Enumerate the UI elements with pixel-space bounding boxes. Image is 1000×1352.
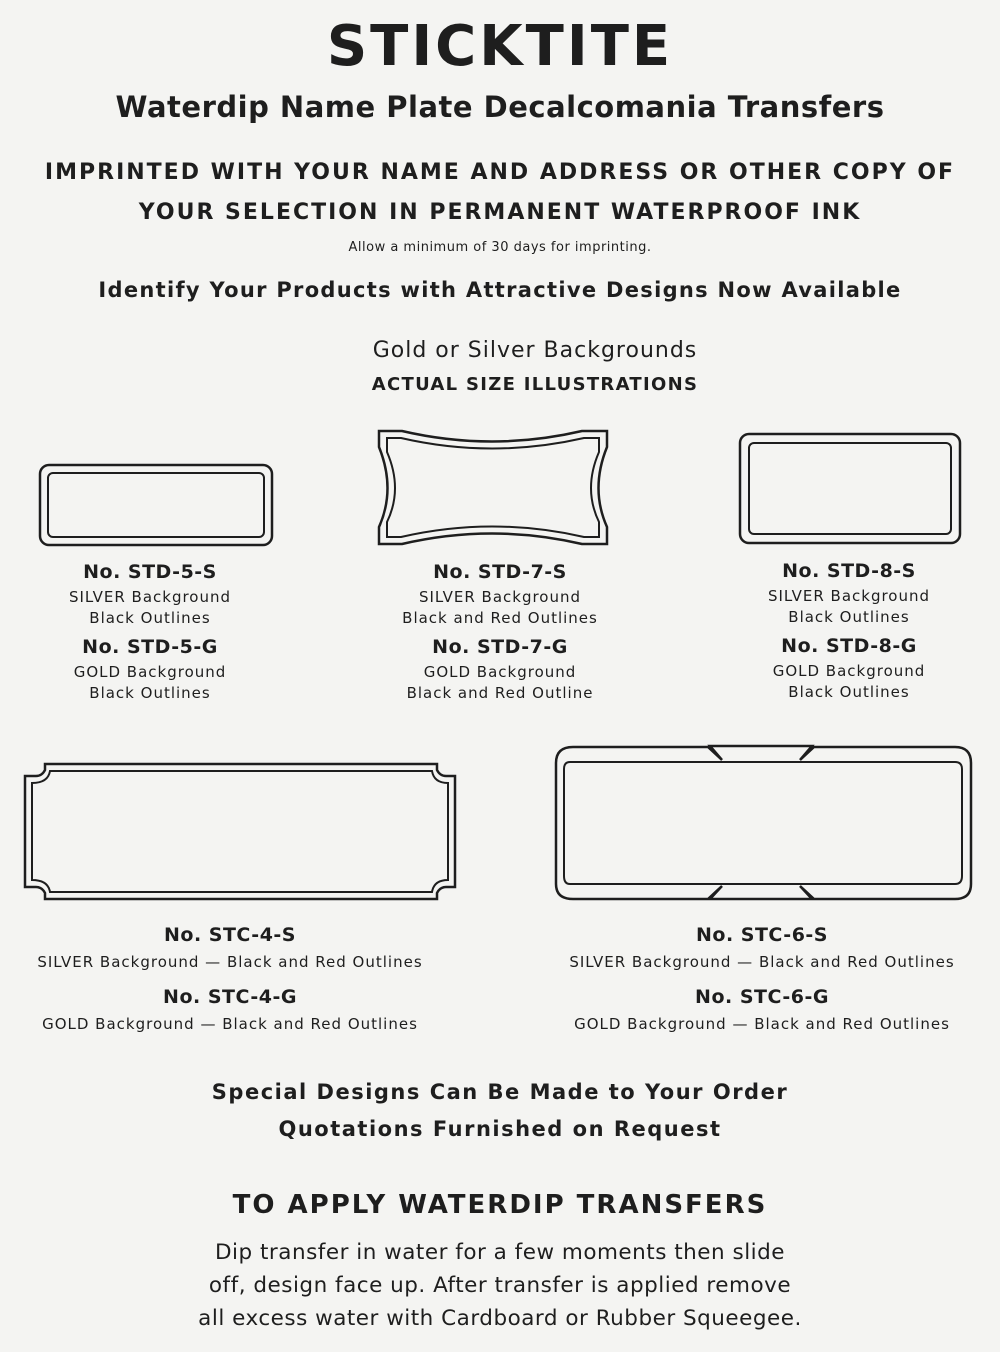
plate-std-8-outline [740,434,960,543]
product-number-gold: No. STD-5-G [82,636,218,658]
product-desc: GOLD Background [772,662,926,680]
product-number-silver: No. STD-7-S [433,561,567,583]
allow-note: Allow a minimum of 30 days for imprinting. [348,240,652,255]
instruction-line: off, design face up. After transfer is applied remove [208,1273,792,1298]
product-number-silver: No. STD-8-S [782,560,916,582]
special-designs-line: Special Designs Can Be Made to Your Order [211,1080,789,1104]
product-desc: SILVER Background [68,588,232,606]
product-desc: SILVER Background — Black and Red Outlines [37,953,423,971]
product-desc: Black and Red Outline [406,684,594,702]
product-desc: GOLD Background [73,663,227,681]
product-number-gold: No. STD-7-G [432,636,568,658]
design-stc-6-labels [552,924,972,1035]
design-std-7-labels [370,561,630,704]
design-stc-4-labels [20,924,440,1035]
backgrounds-line: Gold or Silver Backgrounds [372,338,698,363]
product-desc: GOLD Background [423,663,577,681]
product-desc: GOLD Background — Black and Red Outlines [574,1015,950,1033]
product-number-gold: No. STC-6-G [695,986,829,1008]
imprint-line-1: IMPRINTED WITH YOUR NAME AND ADDRESS OR OTHER COPY OF [44,160,956,185]
product-number-silver: No. STC-4-S [164,924,296,946]
product-number-gold: No. STD-8-G [781,635,917,657]
page-subtitle: Waterdip Name Plate Decalcomania Transfers [115,90,885,124]
plate-std-5-outline [40,465,272,545]
quotations-line: Quotations Furnished on Request [278,1117,722,1141]
instruction-line: Dip transfer in water for a few moments then slide [214,1240,786,1265]
product-desc: Black and Red Outlines [402,609,598,627]
product-desc: SILVER Background — Black and Red Outlines [569,953,955,971]
imprint-line-2: YOUR SELECTION IN PERMANENT WATERPROOF INK [138,200,862,225]
product-number-silver: No. STD-5-S [83,561,217,583]
plate-stc-6-outline [556,746,971,899]
product-number-gold: No. STC-4-G [163,986,297,1008]
product-desc: Black Outlines [89,609,211,627]
product-desc: Black Outlines [788,683,910,701]
instruction-line: all excess water with Cardboard or Rubber Squeegee. [198,1306,802,1331]
identify-heading: Identify Your Products with Attractive Designs Now Available [98,278,902,302]
product-desc: SILVER Background [418,588,582,606]
product-desc: GOLD Background — Black and Red Outlines [42,1015,418,1033]
page-title: STICKTITE [326,14,674,79]
plate-std-7-outline [379,431,607,544]
design-std-5-labels [30,561,270,704]
product-desc: SILVER Background [767,587,931,605]
product-desc: Black Outlines [89,684,211,702]
apply-heading: TO APPLY WATERDIP TRANSFERS [232,1190,768,1220]
product-number-silver: No. STC-6-S [696,924,828,946]
apply-instructions [0,1236,1000,1335]
actual-size-line: ACTUAL SIZE ILLUSTRATIONS [371,374,699,395]
design-std-8-labels [729,560,969,703]
plate-stc-4-outline [25,764,455,899]
product-desc: Black Outlines [788,608,910,626]
